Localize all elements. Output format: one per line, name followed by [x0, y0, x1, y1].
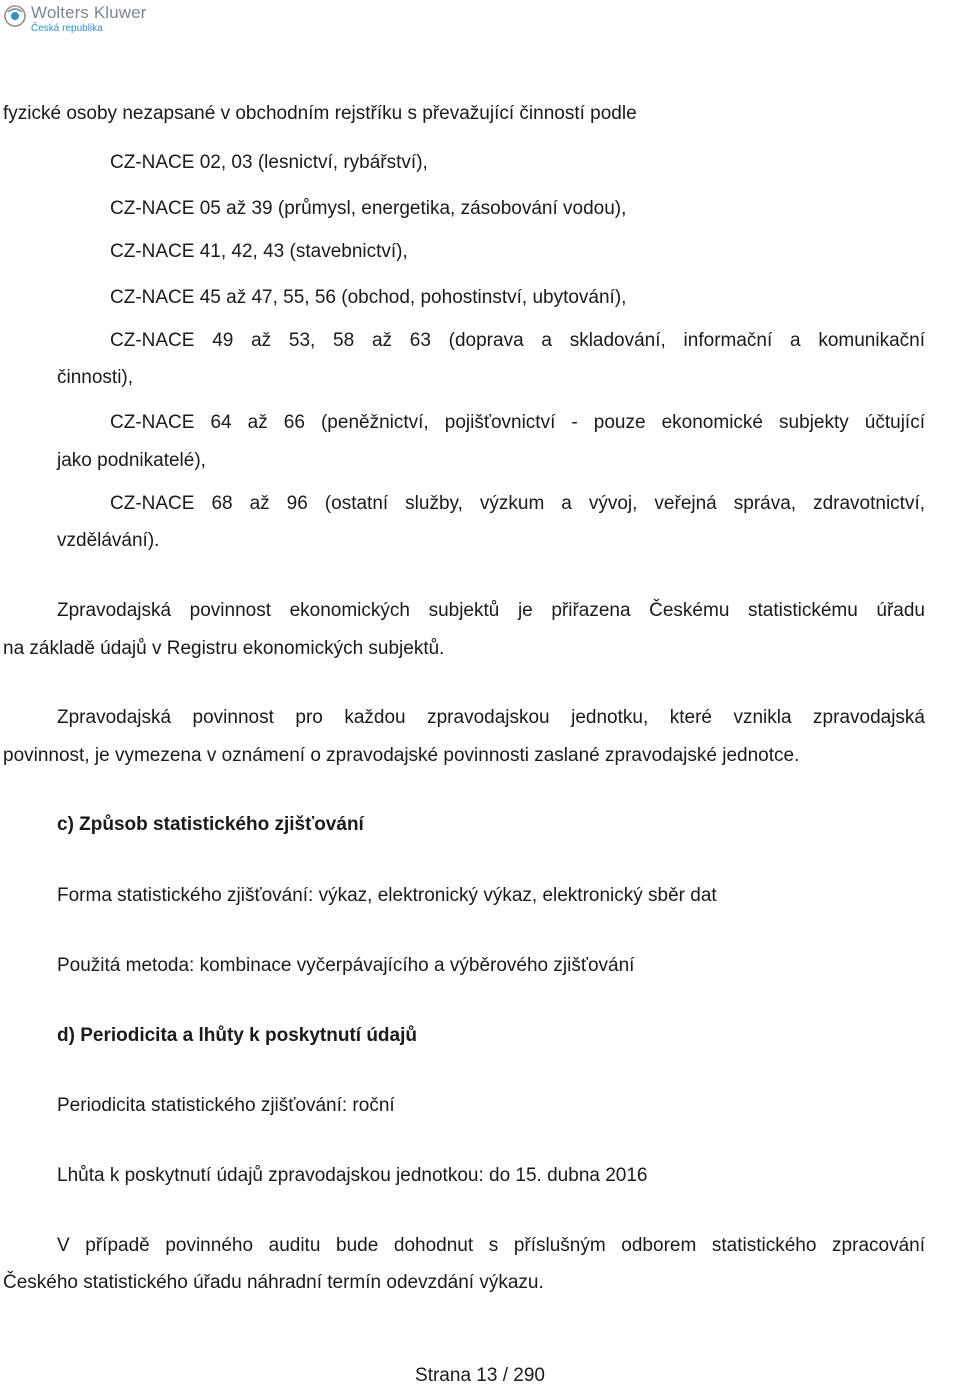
paragraph-2-line-2: povinnost, je vymezena v oznámení o zpravodajské povinnosti zaslané zpravodajské jednotce. [3, 745, 800, 766]
brand-subtitle: Česká republika [31, 23, 103, 34]
page-number: Strana 13 / 290 [415, 1365, 545, 1386]
metoda-line: Použitá metoda: kombinace vyčerpávajícího a výběrového zjišťování [57, 955, 635, 976]
nace-item-3: CZ-NACE 41, 42, 43 (stavebnictví), [110, 241, 408, 262]
nace-item-7-line-1: CZ-NACE 68 až 96 (ostatní služby, výzkum a vývoj, veřejná správa, zdravotnictví, [110, 493, 925, 514]
brand-logo [4, 4, 146, 35]
section-c-heading: c) Způsob statistického zjišťování [57, 814, 364, 835]
nace-item-6-line-1: CZ-NACE 64 až 66 (peněžnictví, pojišťovnictví - pouze ekonomické subjekty účtující [110, 412, 925, 433]
section-d-heading: d) Periodicita a lhůty k poskytnutí údajů [57, 1025, 417, 1046]
periodicita-line: Periodicita statistického zjišťování: roční [57, 1095, 395, 1116]
audit-line-1: V případě povinného auditu bude dohodnut s příslušným odborem statistického zpracování [57, 1235, 925, 1256]
brand-name: Wolters Kluwer [31, 3, 147, 22]
nace-item-2: CZ-NACE 05 až 39 (průmysl, energetika, zásobování vodou), [110, 198, 627, 219]
nace-item-5-line-2: činnosti), [57, 367, 134, 388]
forma-line: Forma statistického zjišťování: výkaz, elektronický výkaz, elektronický sběr dat [57, 885, 717, 906]
intro-line: fyzické osoby nezapsané v obchodním rejstříku s převažující činností podle [3, 103, 637, 124]
nace-item-6-line-2: jako podnikatelé), [57, 450, 206, 471]
paragraph-1-line-1: Zpravodajská povinnost ekonomických subjektů je přiřazena Českému statistickému úřadu [57, 600, 925, 621]
lhuta-line: Lhůta k poskytnutí údajů zpravodajskou jednotkou: do 15. dubna 2016 [57, 1165, 648, 1186]
paragraph-2-line-1: Zpravodajská povinnost pro každou zpravodajskou jednotku, které vznikla zpravodajská [57, 707, 925, 728]
nace-item-4: CZ-NACE 45 až 47, 55, 56 (obchod, pohostinství, ubytování), [110, 287, 627, 308]
nace-item-7-line-2: vzdělávání). [57, 530, 160, 551]
nace-item-1: CZ-NACE 02, 03 (lesnictví, rybářství), [110, 152, 428, 173]
audit-line-2: Českého statistického úřadu náhradní termín odevzdání výkazu. [3, 1272, 544, 1293]
nace-item-5-line-1: CZ-NACE 49 až 53, 58 až 63 (doprava a skladování, informační a komunikační [110, 330, 925, 351]
paragraph-1-line-2: na základě údajů v Registru ekonomických subjektů. [3, 638, 445, 659]
wolters-kluwer-logo-icon [4, 5, 26, 27]
